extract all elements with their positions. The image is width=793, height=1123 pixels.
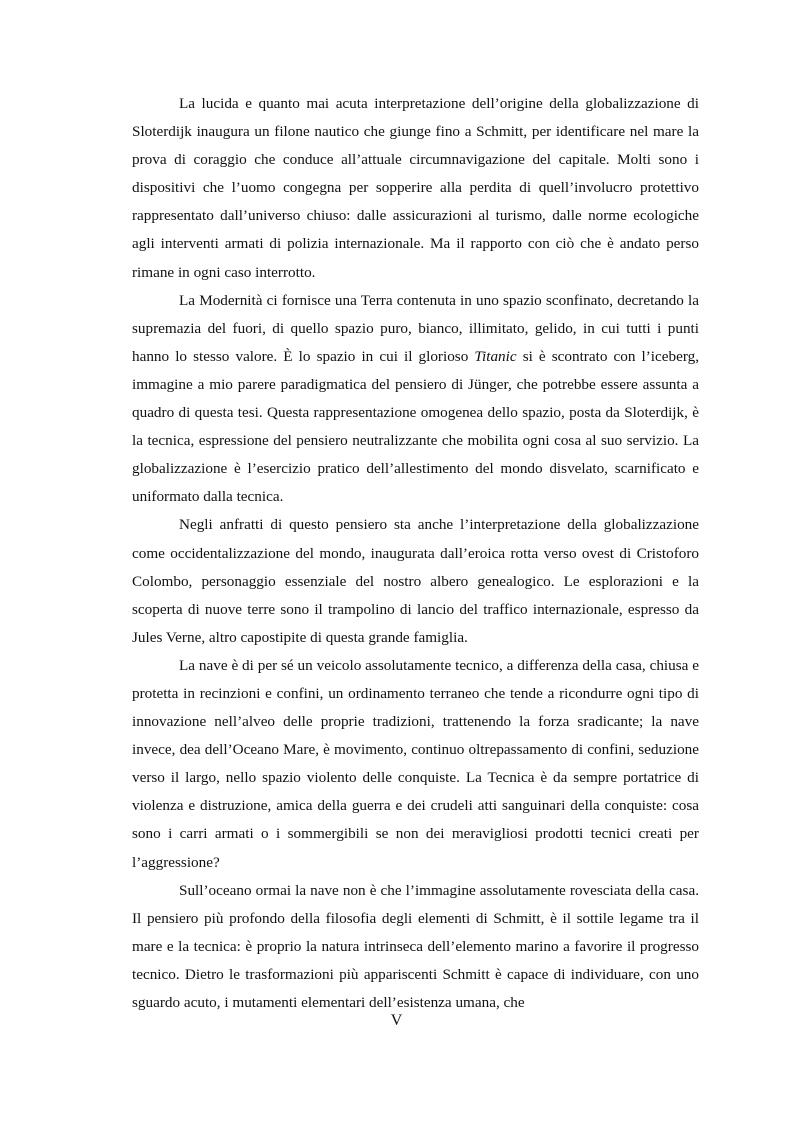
paragraph-4: La nave è di per sé un veicolo assolutamente tecnico, a differenza della casa, chiusa e protetta in recinzioni e confini, un ordinamento terraneo che tende a ricondurre ogni tipo di innovazione nell’alveo delle proprie tradizioni, trattenendo la forza sradicante; la nave invece, dea dell’Oceano Mare, è movimento, continuo oltrepassamento di confini, seduzione verso il largo, nello spazio violento delle conquiste. La Tecnica è da sempre portatrice di violenza e distruzione, amica della guerra e dei crudeli atti sanguinari della conquiste: cosa sono i carri armati o i sommergibili se non dei meravigliosi prodotti tecnici creati per l’aggressione? — [132, 656, 699, 871]
italic-title: Titanic — [474, 347, 517, 365]
paragraph-2 — [132, 287, 699, 512]
paragraph-5: Sull’oceano ormai la nave non è che l’immagine assolutamente rovesciata della casa. Il pensiero più profondo della filosofia degli elementi di Schmitt, è il sottile legame tra il mare e la tecnica: è proprio la natura intrinseca dell’elemento marino a favorire il progresso tecnico. Dietro le trasformazioni più appariscenti Schmitt è capace di individuare, con uno sguardo acuto, i mutamenti elementari dell’esistenza umana, che — [132, 881, 699, 1011]
paragraph-2-end: si è scontrato con l’iceberg, immagine a mio parere paradigmatica del pensiero di Jünger, che potrebbe essere assunta a quadro di questa tesi. Questa rappresentazione omogenea dello spazio, posta da Sloterdijk, è la tecnica, espressione del pensiero neutralizzante che mobilita ogni cosa al suo servizio. La globalizzazione è l’esercizio pratico dell’allestimento del mondo disvelato, scarnificato e uniformato dalla tecnica. — [132, 347, 700, 506]
paragraph-1: La lucida e quanto mai acuta interpretazione dell’origine della globalizzazione di Sloterdijk inaugura un filone nautico che giunge fino a Schmitt, per identificare nel mare la prova di coraggio che conduce all’attuale circumnavigazione del capitale. Molti sono i dispositivi che l’uomo congegna per sopperire alla perdita di quell’involucro protettivo rappresentato dall’universo chiuso: dalle assicurazioni al turismo, dalle norme ecologiche agli interventi armati di polizia internazionale. Ma il rapporto con ciò che è andato perso rimane in ogni caso interrotto. — [132, 95, 699, 281]
paragraph-3: Negli anfratti di questo pensiero sta anche l’interpretazione della globalizzazione come occidentalizzazione del mondo, inaugurata dall’eroica rotta verso ovest di Cristoforo Colombo, personaggio essenziale del nostro albero genealogico. Le esplorazioni e la scoperta di nuove terre sono il trampolino di lancio del traffico internazionale, espresso da Jules Verne, altro capostipite di questa grande famiglia. — [132, 516, 699, 646]
page-number: V — [390, 1012, 403, 1029]
body-text — [132, 90, 699, 1017]
paragraph-2-start: La Modernità ci fornisce una Terra contenuta in uno spazio sconfinato, decretando la supremazia del fuori, di quello spazio puro, bianco, illimitato, gelido, in cui tutti i punti hanno lo stesso valore. È lo spazio in cui il glorioso — [132, 291, 699, 365]
